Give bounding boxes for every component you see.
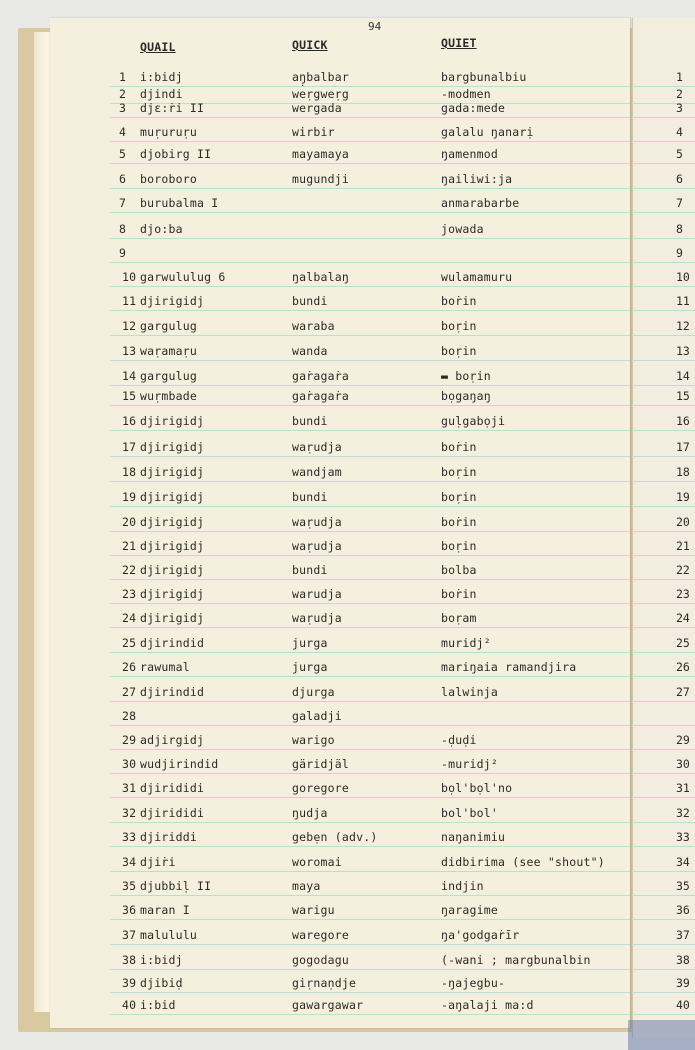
quail-word: adjirgidj — [140, 733, 205, 747]
row-number: 38 — [122, 953, 137, 967]
facing-row-number: 16 — [676, 414, 690, 428]
quick-word: bundi — [292, 563, 328, 577]
ruled-line — [110, 944, 630, 945]
row-number: 20 — [122, 515, 137, 529]
ruled-line — [110, 117, 630, 118]
facing-ruled-line — [632, 822, 695, 823]
row-number: 1 — [119, 70, 127, 84]
facing-row-number: 8 — [676, 222, 683, 236]
facing-ruled-line — [632, 212, 695, 213]
facing-row-number: 26 — [676, 660, 690, 674]
facing-row-number: 37 — [676, 928, 690, 942]
quick-word: mayamaya — [292, 147, 349, 161]
quiet-word: anmarabarbe — [441, 196, 520, 210]
facing-ruled-line — [632, 773, 695, 774]
row-number: 17 — [122, 440, 137, 454]
ruled-line — [110, 141, 630, 142]
facing-ruled-line — [632, 846, 695, 847]
row-number: 5 — [119, 147, 127, 161]
quick-word: ŋudja — [292, 806, 328, 820]
quick-word: gaṙagaṙa — [292, 389, 349, 403]
quiet-word: bargbunalbiu — [441, 70, 527, 84]
ruled-line — [110, 871, 630, 872]
quiet-word: bọl'bọl'no — [441, 781, 513, 795]
ruled-line — [110, 701, 630, 702]
quiet-word: bọgaŋaŋ — [441, 389, 491, 403]
quick-word: wergada — [292, 101, 342, 115]
cover-edge — [628, 1020, 695, 1050]
quail-word: boroboro — [140, 172, 197, 186]
facing-row-number: 17 — [676, 440, 690, 454]
quail-word: gargulug — [140, 369, 197, 383]
ruled-line — [110, 725, 630, 726]
facing-row-number: 6 — [676, 172, 683, 186]
quiet-word: bol'bol' — [441, 806, 498, 820]
quick-word: galadji — [292, 709, 342, 723]
quiet-word: boṛin — [441, 319, 477, 333]
row-number: 6 — [119, 172, 127, 186]
ruled-line — [110, 969, 630, 970]
ruled-line — [110, 335, 630, 336]
header-quiet: QUIET — [441, 36, 477, 50]
facing-row-number: 20 — [676, 515, 690, 529]
facing-ruled-line — [632, 919, 695, 920]
row-number: 4 — [119, 125, 127, 139]
quick-word: warudja — [292, 587, 342, 601]
facing-ruled-line — [632, 1014, 695, 1015]
ruled-line — [110, 86, 630, 87]
facing-ruled-line — [632, 895, 695, 896]
quail-word: muṛuruṛu — [140, 125, 197, 139]
quick-word: bundi — [292, 294, 328, 308]
quail-word: djirigidj — [140, 515, 205, 529]
quick-word: waṛudja — [292, 611, 342, 625]
quick-word: waraba — [292, 319, 335, 333]
quail-word: djirigidj — [140, 490, 205, 504]
facing-ruled-line — [632, 188, 695, 189]
quail-word: djubbiḷ II — [140, 879, 212, 893]
ruled-line — [110, 212, 630, 213]
quiet-word: ŋaragime — [441, 903, 498, 917]
facing-ruled-line — [632, 676, 695, 677]
ruled-line — [110, 456, 630, 457]
quick-word: gebẹn (adv.) — [292, 830, 378, 844]
quick-word: warigo — [292, 733, 335, 747]
quail-word: djirigidj — [140, 465, 205, 479]
ruled-line — [110, 188, 630, 189]
facing-ruled-line — [632, 506, 695, 507]
facing-row-number: 25 — [676, 636, 690, 650]
row-number: 39 — [122, 976, 137, 990]
quick-word: maya — [292, 879, 321, 893]
ruled-line — [110, 992, 630, 993]
quiet-word: -aŋalaji ma:d — [441, 998, 534, 1012]
facing-ruled-line — [632, 262, 695, 263]
quiet-word: didbirima (see "shout") — [441, 855, 605, 869]
quiet-word: galalu ŋanarị — [441, 125, 534, 139]
page-number: 94 — [368, 20, 382, 33]
quick-word: waregore — [292, 928, 349, 942]
facing-ruled-line — [632, 385, 695, 386]
facing-row-number: 10 — [676, 270, 690, 284]
ruled-line — [110, 286, 630, 287]
quail-word: djindi — [140, 87, 183, 101]
facing-ruled-line — [632, 531, 695, 532]
facing-row-number: 2 — [676, 87, 683, 101]
facing-ruled-line — [632, 579, 695, 580]
ruled-line — [110, 360, 630, 361]
facing-ruled-line — [632, 310, 695, 311]
quail-word: rawumal — [140, 660, 190, 674]
quiet-word: bolba — [441, 563, 477, 577]
quail-word: garwululug 6 — [140, 270, 226, 284]
row-number: 40 — [122, 998, 137, 1012]
ruled-line — [110, 506, 630, 507]
facing-row-number: 33 — [676, 830, 690, 844]
quick-word: giṛnaṇdje — [292, 976, 357, 990]
quick-word: waṛudja — [292, 515, 342, 529]
ruled-line — [110, 163, 630, 164]
quiet-word: boṙin — [441, 587, 477, 601]
facing-row-number: 29 — [676, 733, 690, 747]
ruled-line — [110, 822, 630, 823]
ruled-line — [110, 405, 630, 406]
facing-ruled-line — [632, 430, 695, 431]
quiet-word: naŋanimiu — [441, 830, 506, 844]
row-number: 34 — [122, 855, 137, 869]
quick-word: jurga — [292, 660, 328, 674]
facing-row-number: 36 — [676, 903, 690, 917]
ruled-line — [110, 627, 630, 628]
ruled-line — [110, 652, 630, 653]
row-number: 7 — [119, 196, 127, 210]
quiet-word: boṛin — [441, 490, 477, 504]
quick-word: waṛudja — [292, 539, 342, 553]
ruled-line — [110, 603, 630, 604]
quail-word: i:bidj — [140, 953, 183, 967]
quick-word: wandjam — [292, 465, 342, 479]
ruled-line — [110, 579, 630, 580]
quiet-word: gada:mede — [441, 101, 506, 115]
row-number: 32 — [122, 806, 137, 820]
quick-word: weṛgweṛg — [292, 87, 349, 101]
quail-word: gargulug — [140, 319, 197, 333]
quiet-word: ŋamenmod — [441, 147, 498, 161]
facing-ruled-line — [632, 141, 695, 142]
row-number: 15 — [122, 389, 137, 403]
quiet-word: guḷgabọji — [441, 414, 506, 428]
facing-row-number: 30 — [676, 757, 690, 771]
quick-word: bundi — [292, 490, 328, 504]
facing-ruled-line — [632, 117, 695, 118]
row-number: 26 — [122, 660, 137, 674]
row-number: 14 — [122, 369, 137, 383]
row-number: 9 — [119, 246, 127, 260]
facing-row-number: 7 — [676, 196, 683, 210]
row-number: 21 — [122, 539, 137, 553]
row-number: 19 — [122, 490, 137, 504]
row-number: 35 — [122, 879, 137, 893]
facing-ruled-line — [632, 238, 695, 239]
quick-word: ŋalbalaŋ — [292, 270, 349, 284]
quick-word: aŋ̣balbar — [292, 70, 349, 84]
facing-row-number: 14 — [676, 369, 690, 383]
facing-row-number: 12 — [676, 319, 690, 333]
facing-ruled-line — [632, 163, 695, 164]
quiet-word: indjin — [441, 879, 484, 893]
quiet-word: (-wani ; margbunalbin — [441, 953, 591, 967]
row-number: 25 — [122, 636, 137, 650]
row-number: 30 — [122, 757, 137, 771]
quail-word: djirindid — [140, 636, 205, 650]
quiet-word: muridj² — [441, 636, 491, 650]
facing-row-number: 34 — [676, 855, 690, 869]
quick-word: gaṙagaṙa — [292, 369, 349, 383]
quiet-word: -ŋajegbu- — [441, 976, 506, 990]
row-number: 24 — [122, 611, 137, 625]
facing-ruled-line — [632, 969, 695, 970]
facing-ruled-line — [632, 725, 695, 726]
ruled-line — [110, 310, 630, 311]
facing-row-number: 35 — [676, 879, 690, 893]
ruled-line — [110, 555, 630, 556]
row-number: 13 — [122, 344, 137, 358]
quiet-word: mariŋaia ramandjira — [441, 660, 577, 674]
facing-row-number: 24 — [676, 611, 690, 625]
row-number: 11 — [122, 294, 137, 308]
facing-ruled-line — [632, 103, 695, 104]
facing-row-number: 21 — [676, 539, 690, 553]
facing-ruled-line — [632, 871, 695, 872]
quail-word: djo:ba — [140, 222, 183, 236]
quail-word: djirigidj — [140, 294, 205, 308]
quail-word: maran I — [140, 903, 190, 917]
ruled-line — [110, 1014, 630, 1015]
facing-ruled-line — [632, 603, 695, 604]
quick-word: goregore — [292, 781, 349, 795]
quiet-word: boṙin — [441, 294, 477, 308]
quail-word: djirigidj — [140, 611, 205, 625]
quick-word: bundi — [292, 414, 328, 428]
ruled-line — [110, 749, 630, 750]
ruled-line — [110, 773, 630, 774]
quail-word: djibiḍ — [140, 976, 183, 990]
quail-word: djirigidj — [140, 587, 205, 601]
facing-ruled-line — [632, 456, 695, 457]
facing-ruled-line — [632, 405, 695, 406]
ruled-line — [110, 238, 630, 239]
facing-row-number: 32 — [676, 806, 690, 820]
quail-word: i:bidj — [140, 70, 183, 84]
quick-word: mugundji — [292, 172, 349, 186]
facing-ruled-line — [632, 749, 695, 750]
ruled-line — [110, 531, 630, 532]
quiet-word: boṙin — [441, 440, 477, 454]
quail-word: djirigidj — [140, 563, 205, 577]
row-number: 22 — [122, 563, 137, 577]
quail-word: malululu — [140, 928, 197, 942]
quail-word: i:bid — [140, 998, 176, 1012]
quail-word: djɛ:ṙi II — [140, 101, 205, 115]
quiet-word: boṛin — [441, 539, 477, 553]
quiet-word: boṛin — [441, 344, 477, 358]
quail-word: wudjirindid — [140, 757, 219, 771]
facing-ruled-line — [632, 360, 695, 361]
quail-word: djiṙi — [140, 855, 176, 869]
facing-ruled-line — [632, 555, 695, 556]
quiet-word: boṛam — [441, 611, 477, 625]
facing-row-number: 9 — [676, 246, 683, 260]
facing-ruled-line — [632, 701, 695, 702]
quick-word: waṛudja — [292, 440, 342, 454]
facing-row-number: 27 — [676, 685, 690, 699]
ruled-line — [110, 385, 630, 386]
row-number: 27 — [122, 685, 137, 699]
ruled-line — [110, 895, 630, 896]
facing-row-number: 22 — [676, 563, 690, 577]
quail-word: djirigidj — [140, 414, 205, 428]
ruled-line — [110, 430, 630, 431]
quiet-word: ▬ boṛin — [441, 369, 491, 383]
facing-row-number: 15 — [676, 389, 690, 403]
quail-word: burubalma I — [140, 196, 219, 210]
row-number: 29 — [122, 733, 137, 747]
facing-row-number: 38 — [676, 953, 690, 967]
row-number: 37 — [122, 928, 137, 942]
quail-word: djiriddi — [140, 830, 197, 844]
quiet-word: ŋailiwi:ja — [441, 172, 513, 186]
row-number: 3 — [119, 101, 127, 115]
quick-word: gogodagu — [292, 953, 349, 967]
ruled-line — [110, 797, 630, 798]
row-number: 28 — [122, 709, 137, 723]
facing-ruled-line — [632, 627, 695, 628]
facing-ruled-line — [632, 86, 695, 87]
quail-word: djirigidj — [140, 440, 205, 454]
facing-row-number: 23 — [676, 587, 690, 601]
ruled-line — [110, 481, 630, 482]
row-number: 31 — [122, 781, 137, 795]
quail-word: djirididi — [140, 781, 205, 795]
facing-row-number: 13 — [676, 344, 690, 358]
facing-row-number: 18 — [676, 465, 690, 479]
row-number: 18 — [122, 465, 137, 479]
header-quail: QUAIL — [140, 40, 176, 54]
facing-row-number: 5 — [676, 147, 683, 161]
ruled-line — [110, 919, 630, 920]
facing-row-number: 40 — [676, 998, 690, 1012]
quiet-word: -ḍuḍi — [441, 733, 477, 747]
row-number: 12 — [122, 319, 137, 333]
facing-row-number: 4 — [676, 125, 683, 139]
quail-word: djirididi — [140, 806, 205, 820]
quiet-word: -muridj² — [441, 757, 498, 771]
row-number: 8 — [119, 222, 127, 236]
facing-row-number: 31 — [676, 781, 690, 795]
facing-ruled-line — [632, 944, 695, 945]
quail-word: waṛamaṛu — [140, 344, 197, 358]
quiet-word: ŋa'godgaṙīr — [441, 928, 520, 942]
quick-word: jurga — [292, 636, 328, 650]
facing-row-number: 11 — [676, 294, 690, 308]
facing-row-number: 1 — [676, 70, 683, 84]
quiet-word: wulamamuru — [441, 270, 513, 284]
quick-word: gawargawar — [292, 998, 364, 1012]
facing-ruled-line — [632, 992, 695, 993]
row-number: 33 — [122, 830, 137, 844]
row-number: 36 — [122, 903, 137, 917]
quiet-word: boṛin — [441, 465, 477, 479]
quick-word: woromai — [292, 855, 342, 869]
row-number: 10 — [122, 270, 137, 284]
row-number: 16 — [122, 414, 137, 428]
quick-word: djurga — [292, 685, 335, 699]
ruled-line — [110, 262, 630, 263]
facing-ruled-line — [632, 652, 695, 653]
header-quick: QUICK — [292, 38, 328, 52]
row-number: 2 — [119, 87, 127, 101]
quail-word: djirindid — [140, 685, 205, 699]
quail-word: djirigidj — [140, 539, 205, 553]
quail-word: djobirg II — [140, 147, 212, 161]
quiet-word: boṙin — [441, 515, 477, 529]
facing-ruled-line — [632, 286, 695, 287]
facing-ruled-line — [632, 335, 695, 336]
quail-word: wuṛmbade — [140, 389, 197, 403]
quiet-word: jowada — [441, 222, 484, 236]
ruled-line — [110, 676, 630, 677]
facing-ruled-line — [632, 797, 695, 798]
facing-row-number: 19 — [676, 490, 690, 504]
facing-row-number: 3 — [676, 101, 683, 115]
quiet-word: lalwinja — [441, 685, 498, 699]
quick-word: gäridjäl — [292, 757, 349, 771]
ruled-line — [110, 846, 630, 847]
row-number: 23 — [122, 587, 137, 601]
quick-word: wanda — [292, 344, 328, 358]
quiet-word: -modmen — [441, 87, 491, 101]
quick-word: wirbir — [292, 125, 335, 139]
quick-word: warigu — [292, 903, 335, 917]
facing-row-number: 39 — [676, 976, 690, 990]
facing-ruled-line — [632, 481, 695, 482]
